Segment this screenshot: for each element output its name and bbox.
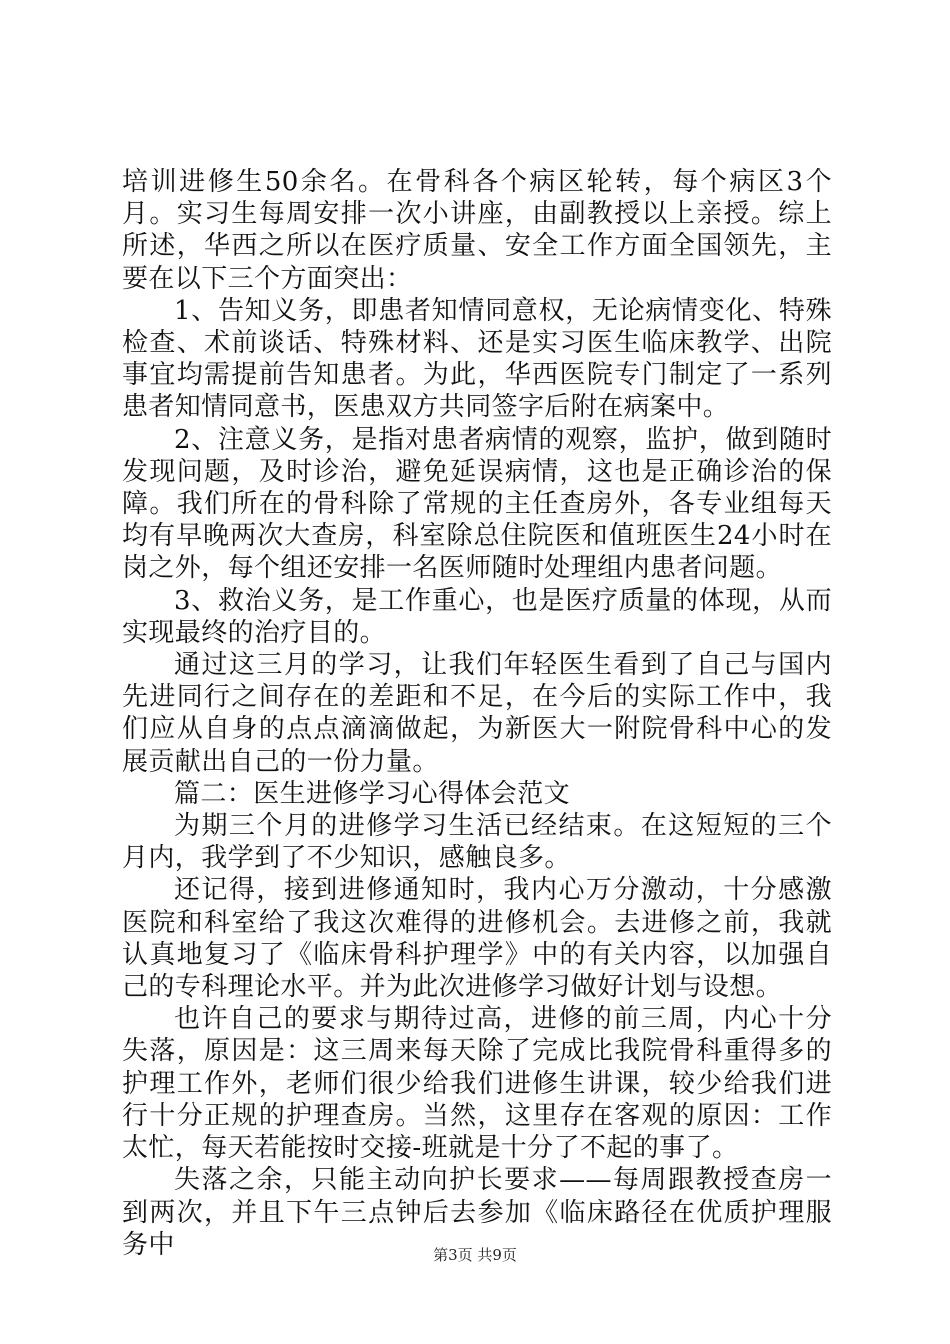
- paragraph-item-2: 2、注意义务，是指对患者病情的观察，监护，做到随时发现问题，及时诊治，避免延误病情，这也是正确诊治的保障。我们所在的骨科除了常规的主任查房外，各专业组每天均有早晚两次大查房，科室除总住院医和值班医生24小时在岗之外，每个组还安排一名医师随时处理组内患者问题。: [122, 424, 832, 584]
- paragraph-body: 失落之余，只能主动向护长要求——每周跟教授查房一到两次，并且下午三点钟后去参加《临床路径在优质护理服务中: [122, 1165, 832, 1260]
- paragraph-intro: 培训进修生50余名。在骨科各个病区轮转，每个病区3个月。实习生每周安排一次小讲座，由副教授以上亲授。综上所述，华西之所以在医疗质量、安全工作方面全国领先，主要在以下三个方面突出：: [122, 167, 832, 294]
- paragraph-body: 还记得，接到进修通知时，我内心万分激动，十分感激医院和科室给了我这次难得的进修机会。去进修之前，我就认真地复习了《临床骨科护理学》中的有关内容，以加强自己的专科理论水平。并为此次进修学习做好计划与设想。: [122, 875, 832, 1003]
- paragraph-item-1: 1、告知义务，即患者知情同意权，无论病情变化、特殊检查、术前谈话、特殊材料、还是实习医生临床教学、出院事宜均需提前告知患者。为此，华西医院专门制定了一系列患者知情同意书，医患双方共同签字后附在病案中。: [122, 295, 832, 423]
- paragraph-conclusion: 通过这三月的学习，让我们年轻医生看到了自己与国内先进同行之间存在的差距和不足，在今后的实际工作中，我们应从自身的点点滴滴做起，为新医大一附院骨科中心的发展贡献出自己的一份力量。: [122, 650, 832, 777]
- page-number: 第3页 共9页: [433, 1246, 517, 1264]
- paragraph-body: 也许自己的要求与期待过高，进修的前三周，内心十分失落，原因是：这三周来每天除了完成比我院骨科重得多的护理工作外，老师们很少给我们进修生讲课，较少给我们进行十分正规的护理查房。当然，这里存在客观的原因：工作太忙，每天若能按时交接-班就是十分了不起的事了。: [122, 1004, 832, 1164]
- section-heading: 篇二：医生进修学习心得体会范文: [174, 778, 571, 809]
- document-body: [122, 166, 832, 1261]
- paragraph-item-3: 3、救治义务，是工作重心，也是医疗质量的体现，从而实现最终的治疗目的。: [122, 585, 832, 648]
- paragraph-body: 为期三个月的进修学习生活已经结束。在这短短的三个月内，我学到了不少知识，感触良多。: [122, 811, 832, 874]
